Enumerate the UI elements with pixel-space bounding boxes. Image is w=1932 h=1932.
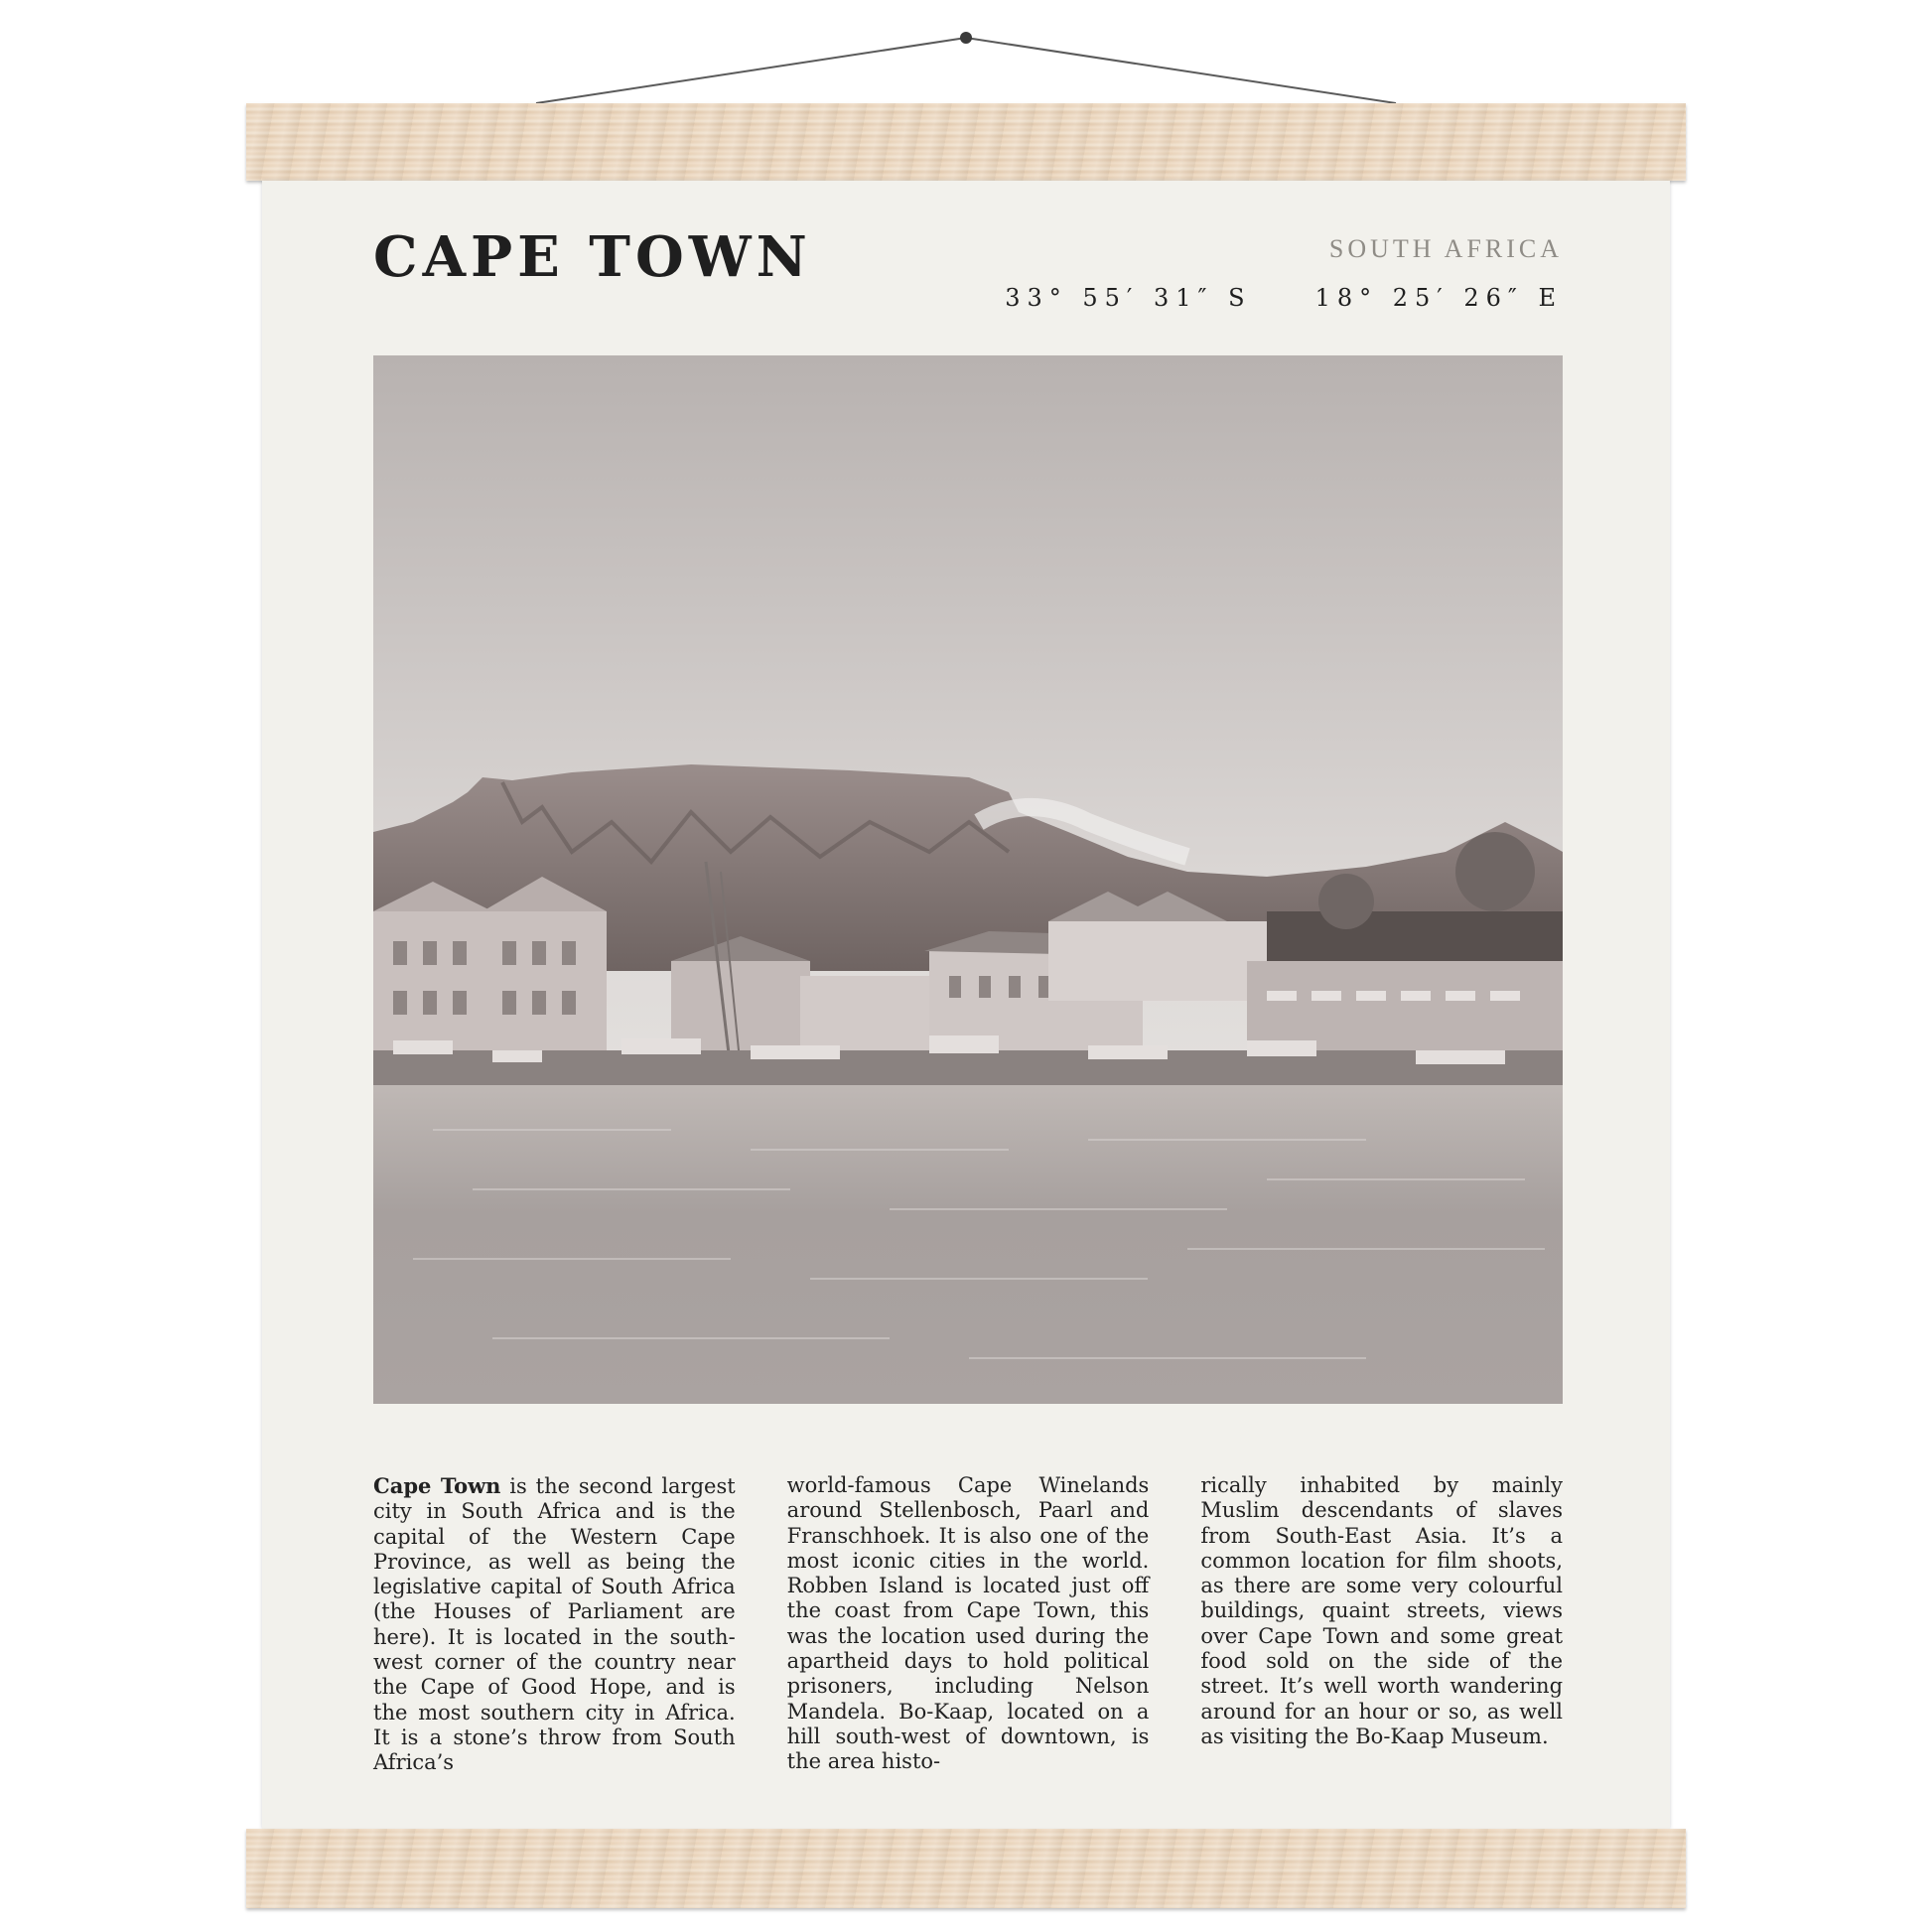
harbour-photo: [373, 355, 1563, 1404]
city-title: CAPE TOWN: [373, 224, 812, 290]
description-column-1: [373, 1473, 736, 1776]
boats-and-quay: [373, 1050, 1563, 1090]
hanging-wire: [0, 0, 1932, 119]
bottom-wooden-hanger: [246, 1829, 1686, 1908]
top-wooden-hanger: [246, 103, 1686, 181]
description-column-3: rically inhabited by mainly Muslim descendants of slaves from South-East Asia. It’s a common location for film shoots, as there are some very colourful buildings, quaint streets, views over Cape Town and some great food sold on the side of the street. It’s well worth wandering around for an hour or so, as well as visiting the Bo-Kaap Museum.: [1200, 1473, 1564, 1748]
coordinates: [1005, 284, 1563, 312]
hanging-nail-icon: [960, 32, 972, 44]
description-lead: Cape Town: [373, 1473, 501, 1498]
latitude: 33° 55′ 31″ S: [1005, 284, 1252, 312]
harbour-illustration: [373, 355, 1563, 1404]
description-column-2: world-famous Cape Winelands around Stellenbosch, Paarl and Franschhoek. It is also one of the most iconic cities in the world. Robben Island is located just off the coast from Cape Town, this was the location used during the apartheid days to hold political prisoners, including Nelson Mandela. Bo-Kaap, located on a hill south-west of downtown, is the area histo-: [786, 1473, 1150, 1774]
description-column-1-text: is the second largest city in South Africa and is the capital of the Western Cape Province, as well as being the legislative capital of South Africa (the Houses of Parliament are here). It is located in the south-west corner of the country near the Cape of Good Hope, and is the most southern city in Africa. It is a stone’s throw from South Africa’s: [373, 1474, 736, 1775]
description-columns: [373, 1473, 1563, 1776]
longitude: 18° 25′ 26″ E: [1314, 284, 1563, 312]
country-label: SOUTH AFRICA: [1328, 234, 1563, 263]
harbour-water: [373, 1085, 1563, 1404]
